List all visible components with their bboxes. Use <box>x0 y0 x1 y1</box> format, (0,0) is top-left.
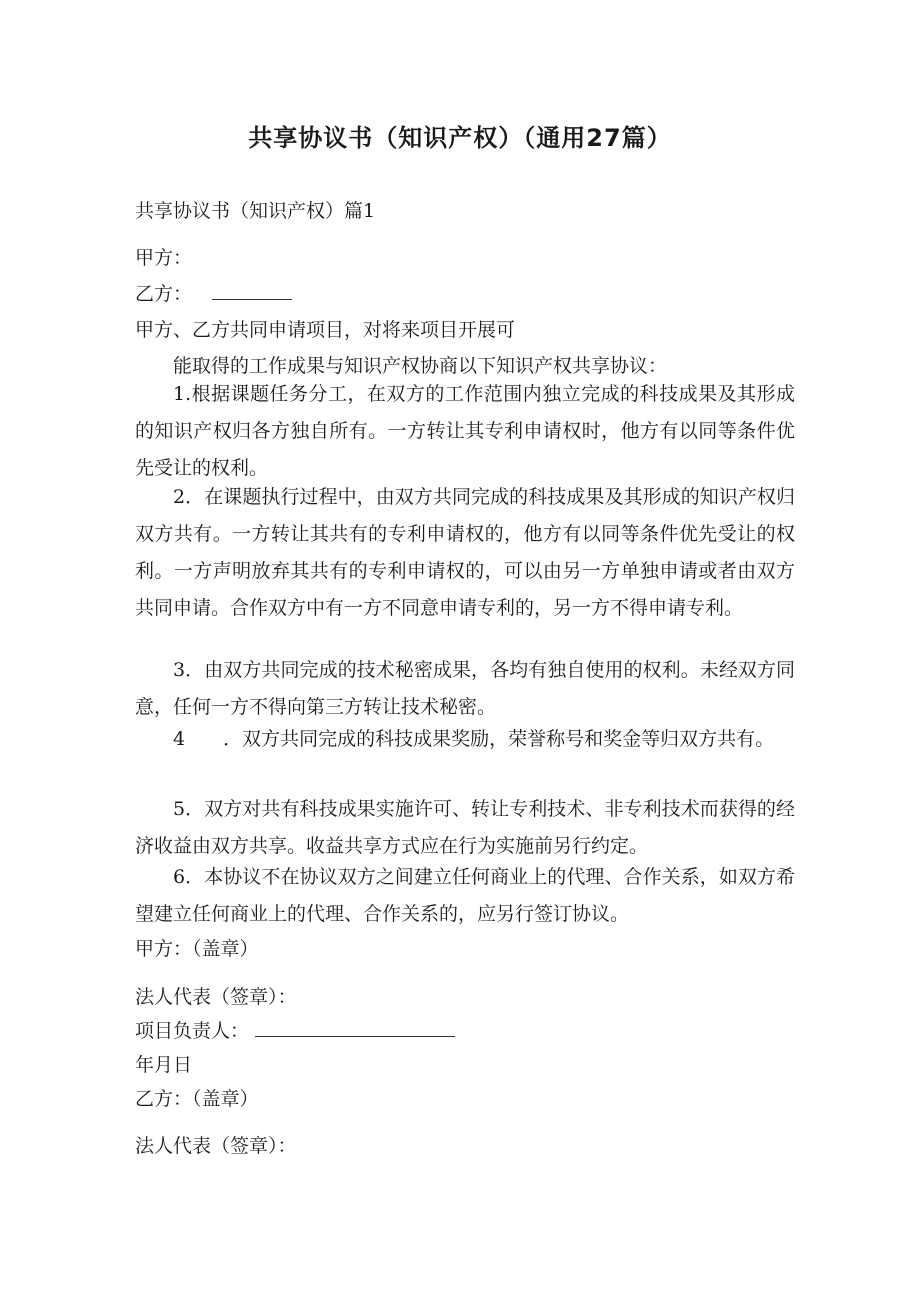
section-heading: 共享协议书（知识产权）篇1 <box>135 200 376 222</box>
legal-rep-a: 法人代表（签章）： <box>135 986 297 1008</box>
party-b-label: 乙方： <box>135 283 193 305</box>
intro-line-2: 能取得的工作成果与知识产权协商以下知识产权共享协议： <box>173 355 668 377</box>
project-lead-label: 项目负责人： <box>135 1020 250 1042</box>
project-lead-line <box>135 1016 795 1043</box>
document-title: 共享协议书（知识产权）（通用27篇） <box>248 124 672 152</box>
sign-party-b: 乙方：（盖章） <box>135 1088 259 1110</box>
clause-6: 6．本协议不在协议双方之间建立任何商业上的代理、合作关系，如双方希望建立任何商业上的代理、合作关系的，应另行签订协议。 <box>135 866 795 925</box>
clause-4: 4 ．双方共同完成的科技成果奖励，荣誉称号和奖金等归双方共有。 <box>173 728 775 750</box>
clause-1: 1.根据课题任务分工，在双方的工作范围内独立完成的科技成果及其形成的知识产权归各方独自所有。一方转让其专利申请权时，他方有以同等条件优先受让的权利。 <box>135 383 795 479</box>
party-b-blank <box>212 283 292 300</box>
party-b-line <box>135 279 795 306</box>
legal-rep-b: 法人代表（签章）： <box>135 1135 297 1157</box>
date-line: 年月日 <box>135 1054 193 1076</box>
party-a-line <box>135 243 795 270</box>
clause-3: 3．由双方共同完成的技术秘密成果，各均有独自使用的权利。未经双方同意，任何一方不得向第三方转让技术秘密。 <box>135 659 795 718</box>
sign-party-a: 甲方：（盖章） <box>135 938 259 960</box>
intro-line-1: 甲方、乙方共同申请项目，对将来项目开展可 <box>135 319 516 341</box>
party-a-label: 甲方： <box>135 247 193 269</box>
clause-5: 5．双方对共有科技成果实施许可、转让专利技术、非专利技术而获得的经济收益由双方共享。收益共享方式应在行为实施前另行约定。 <box>135 798 795 857</box>
project-lead-blank <box>255 1020 455 1037</box>
clause-2: 2．在课题执行过程中，由双方共同完成的科技成果及其形成的知识产权归双方共有。一方转让其共有的专利申请权的，他方有以同等条件优先受让的权利。一方声明放弃其共有的专利申请权的，可以由另一方单独申请或者由双方共同申请。合作双方中有一方不同意申请专利的，另一方不得申请专利。 <box>135 486 795 619</box>
